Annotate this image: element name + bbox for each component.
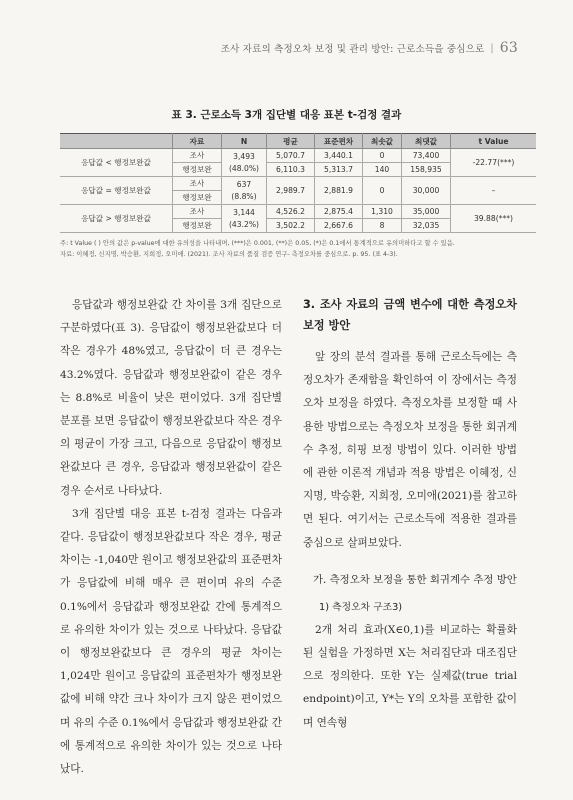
cell-source: 행정보완 [173, 163, 222, 177]
cell-sd: 3,440.1 [315, 149, 363, 163]
cell-tvalue: – [451, 177, 537, 205]
cell-mean: 5,070.7 [267, 149, 315, 163]
header-sd: 표준편차 [315, 134, 363, 149]
body-paragraph: 응답값과 행정보완값 간 차이를 3개 집단으로 구분하였다(표 3). 응답값이 행정보완값보다 더 작은 경우가 48%였고, 응답값이 더 큰 경우는 43.2%였다. 응답값과 행정보완값이 같은 경우는 8.8%로 비율이 낮은 편이었다. 3개 집단별 분포를 보면 응답값이 행정보완값보다 작은 경우의 평균이 가장 크고, 다음으로 응답값이 행정보완값보다 큰 경우, 응답값과 행정보완값이 같은 경우 순서로 나타났다. [60, 299, 282, 497]
table-source: 자료: 이혜정, 신지명, 박승환, 지희정, 오미애. (2021). 조사 자료의 품질 검증 연구- 측정오차를 중심으로. p. 95. (표 4-3). [60, 251, 398, 258]
cell-n: 3,144 (43.2%) [222, 205, 267, 233]
section-heading: 3. 조사 자료의 금액 변수에 대한 측정오차 보정 방안 [303, 298, 517, 332]
cell-tvalue: -22.77(***) [451, 149, 537, 177]
cell-source: 행정보완 [173, 219, 222, 233]
table-caption: 표 3. 근로소득 3개 집단별 대응 표본 t-검정 결과 [171, 109, 402, 121]
header-group [60, 134, 173, 149]
cell-sd: 2,667.6 [315, 219, 363, 233]
cell-mean: 3,502.2 [267, 219, 315, 233]
cell-mean: 4,526.2 [267, 205, 315, 219]
header-n: N [222, 134, 267, 149]
cell-min: 8 [363, 219, 402, 233]
cell-n: 637 (8.8%) [222, 177, 267, 205]
cell-max: 158,935 [402, 163, 451, 177]
table-row [60, 177, 536, 191]
header-mean: 평균 [267, 134, 315, 149]
header-separator: | [490, 42, 494, 54]
group-label: 응답값 < 행정보완값 [60, 149, 173, 177]
table-notes [60, 238, 540, 260]
cell-source: 조사 [173, 149, 222, 163]
cell-min: 0 [363, 177, 402, 205]
cell-n: 3,493 (48.0%) [222, 149, 267, 177]
ttest-table [60, 133, 536, 233]
table-header-row [60, 134, 536, 149]
cell-source: 조사 [173, 205, 222, 219]
body-paragraph: 앞 장의 분석 결과를 통해 근로소득에는 측정오차가 존재함을 확인하여 이 장에서는 측정오차 보정을 하였다. 측정오차를 보정할 때 사용한 방법으로는 측정오차 보정을 통한 회귀계수 추정, 히핑 보정 방법이 있다. 이러한 방법에 관한 이론적 개념과 적용 방법은 이혜정, 신지명, 박승환, 지희정, 오미애(2021)를 참고하면 된다. 여기서는 근로소득에 적용한 결과를 중심으로 살펴보았다. [303, 351, 517, 549]
cell-mean: 6,110.3 [267, 163, 315, 177]
table-note: 주: t Value ( ) 안의 값은 p-value에 대한 유의성을 나타내며, (***)은 0.001, (**)은 0.05, (*)은 0.1에서 통계적으로 유의미하다고 할 수 있음. [60, 240, 455, 247]
cell-sd: 2,881.9 [315, 177, 363, 205]
header-source: 자료 [173, 134, 222, 149]
cell-sd: 2,875.4 [315, 205, 363, 219]
body-paragraph: 2개 처리 효과(X∈0,1)를 비교하는 확률화된 실험을 가정하면 X는 처리집단과 대조집단으로 정의한다. 또한 Y는 실제값(true trial endpoint)이고, Y*는 Y의 오차를 포함한 값이며 연속형 [303, 623, 517, 729]
cell-max: 73,400 [402, 149, 451, 163]
table-row [60, 149, 536, 163]
cell-source: 행정보완 [173, 191, 222, 205]
subsection-heading: 가. 측정오차 보정을 통한 회귀계수 추정 방안 [313, 573, 517, 586]
cell-min: 140 [363, 163, 402, 177]
cell-max: 30,000 [402, 177, 451, 205]
header-min: 최솟값 [363, 134, 402, 149]
group-label: 응답값 = 행정보완값 [60, 177, 173, 205]
running-title: 조사 자료의 측정오차 보정 및 관리 방안: 근로소득을 중심으로 [220, 44, 485, 55]
cell-min: 0 [363, 149, 402, 163]
header-max: 최댓값 [402, 134, 451, 149]
table-row [60, 205, 536, 219]
cell-mean: 2,989.7 [267, 177, 315, 205]
right-column [303, 294, 517, 735]
cell-min: 1,310 [363, 205, 402, 219]
header-tvalue: t Value [451, 134, 537, 149]
cell-max: 32,035 [402, 219, 451, 233]
cell-sd: 5,313.7 [315, 163, 363, 177]
left-column [60, 294, 282, 781]
subsubsection-heading: 1) 측정오차 구조3) [319, 601, 403, 613]
group-label: 응답값 > 행정보완값 [60, 205, 173, 233]
cell-max: 35,000 [402, 205, 451, 219]
body-paragraph: 3개 집단별 대응 표본 t-검정 결과는 다음과 같다. 응답값이 행정보완값보다 작은 경우, 평균 차이는 -1,040만 원이고 행정보완값의 표준편차가 응답값에 비해 매우 큰 편이며 유의 수준 0.1%에서 응답값과 행정보완값 간에 통계적으로 유의한 차이가 있는 것으로 나타났다. 응답값이 행정보완값보다 큰 경우의 평균 차이는 1,024만 원이고 응답값의 표준편차가 행정보완값에 비해 약간 크나 차이가 크지 않은 편이었으며 유의 수준 0.1%에서 응답값과 행정보완값 간에 통계적으로 유의한 차이가 있는 것으로 나타났다. [60, 507, 282, 776]
running-header [221, 40, 518, 56]
cell-source: 조사 [173, 177, 222, 191]
cell-tvalue: 39.88(***) [451, 205, 537, 233]
page-number: 63 [499, 40, 518, 56]
